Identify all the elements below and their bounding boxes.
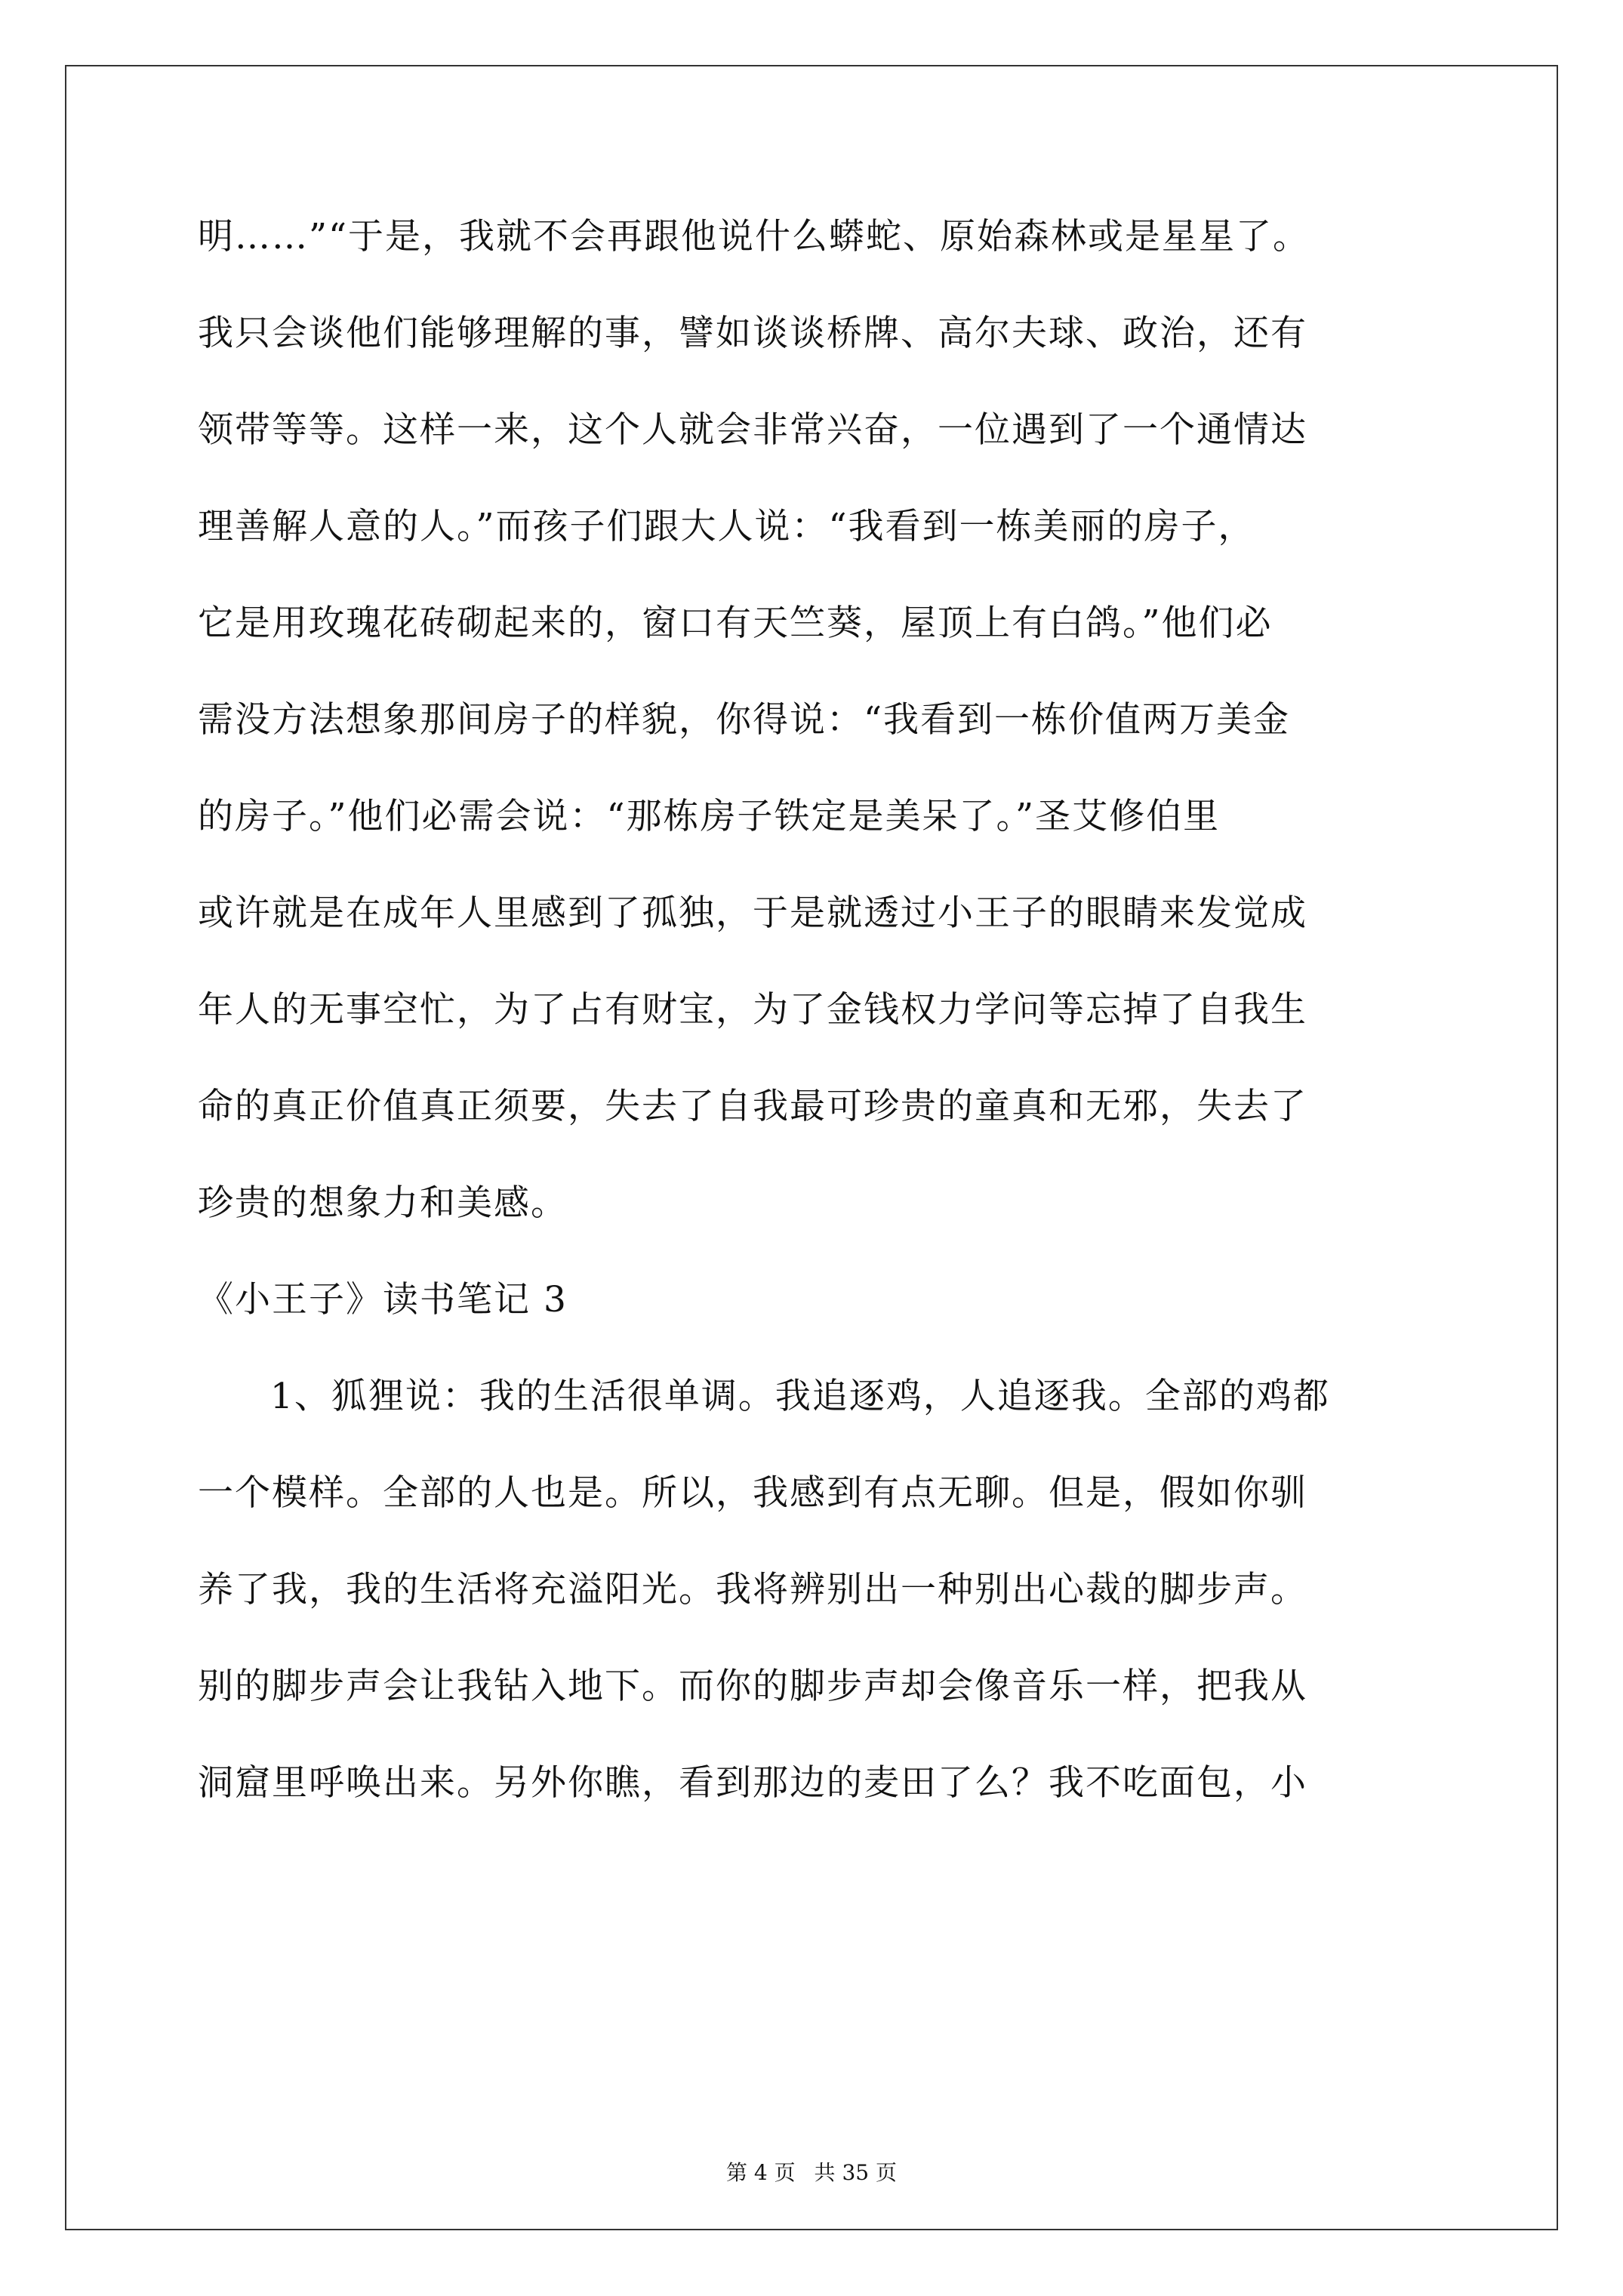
section-line-1: 1、狐狸说：我的生活很单调。我追逐鸡，人追逐我。全部的鸡都 (270, 1376, 1330, 1417)
body-line-9: 年人的无事空忙，为了占有财宝，为了金钱权力学问等忘掉了自我生 (198, 989, 1307, 1031)
body-line-1: 明……”“于是，我就不会再跟他说什么蟒蛇、原始森林或是星星了。 (198, 216, 1310, 257)
body-line-3: 领带等等。这样一来，这个人就会非常兴奋，一位遇到了一个通情达 (198, 409, 1307, 451)
section-line-5: 洞窟里呼唤出来。另外你瞧，看到那边的麦田了么？我不吃面包，小 (198, 1762, 1307, 1804)
body-line-4: 理善解人意的人。”而孩子们跟大人说：“我看到一栋美丽的房子， (198, 506, 1255, 547)
page-number: 第 4 页 (726, 2160, 796, 2185)
body-line-2: 我只会谈他们能够理解的事，譬如谈谈桥牌、高尔夫球、政治，还有 (198, 313, 1307, 354)
body-line-7: 的房子。”他们必需会说：“那栋房子铁定是美呆了。”圣艾修伯里 (198, 796, 1221, 837)
section-line-4: 别的脚步声会让我钻入地下。而你的脚步声却会像音乐一样，把我从 (198, 1666, 1307, 1707)
page-total: 共 35 页 (814, 2160, 897, 2185)
section-line-3: 养了我，我的生活将充溢阳光。我将辨别出一种别出心裁的脚步声。 (198, 1569, 1307, 1610)
page-border (65, 65, 1558, 2230)
section-title: 《小王子》读书笔记 3 (198, 1279, 568, 1321)
section-line-2: 一个模样。全部的人也是。所以，我感到有点无聊。但是，假如你驯 (198, 1472, 1307, 1514)
body-line-5: 它是用玫瑰花砖砌起来的，窗口有天竺葵，屋顶上有白鸽。”他们必 (198, 603, 1273, 644)
body-line-8: 或许就是在成年人里感到了孤独，于是就透过小王子的眼睛来发觉成 (198, 892, 1307, 934)
body-line-10: 命的真正价值真正须要，失去了自我最可珍贵的童真和无邪，失去了 (198, 1086, 1307, 1127)
page-footer (0, 2159, 1623, 2187)
body-line-6: 需没方法想象那间房子的样貌，你得说：“我看到一栋价值两万美金 (198, 699, 1291, 741)
body-line-11: 珍贵的想象力和美感。 (198, 1182, 568, 1224)
